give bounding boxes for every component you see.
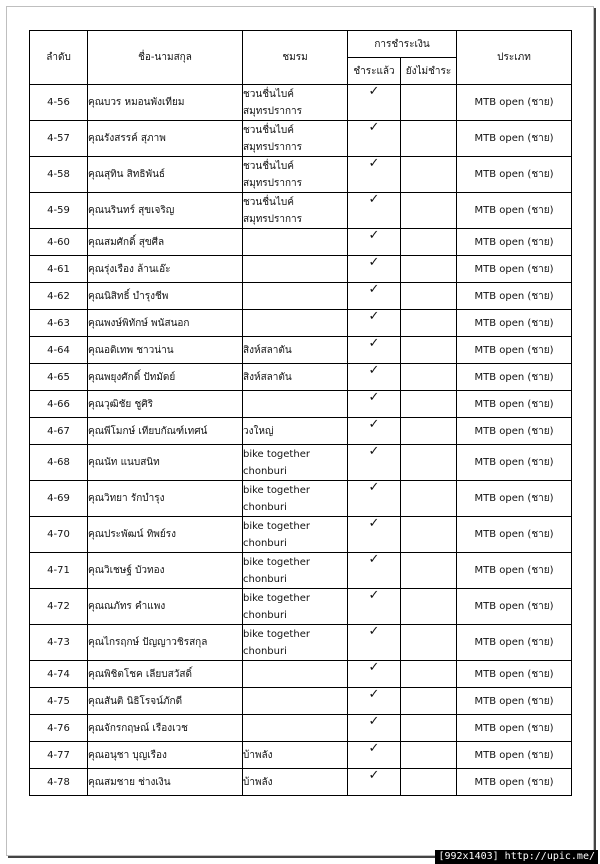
watermark: [992x1403] http://upic.me/ (435, 850, 598, 864)
row-paid-check (348, 310, 401, 337)
row-name: คุณรังสรรค์ สุภาพ (88, 121, 243, 157)
table-row (30, 85, 572, 121)
club-line: chonburi (243, 645, 287, 657)
row-paid-check (348, 229, 401, 256)
check-mark-icon: ✓ (368, 156, 380, 171)
row-seq: 4-59 (30, 193, 88, 229)
row-seq: 4-76 (30, 715, 88, 742)
row-paid-check (348, 283, 401, 310)
table-row (30, 256, 572, 283)
row-name: คุณสมศักดิ์ สุขศีล (88, 229, 243, 256)
table-row (30, 229, 572, 256)
club-line: ชวนชื่นไบค์ (243, 88, 294, 100)
row-category: MTB open (ชาย) (457, 364, 572, 391)
row-name: คุณอนุชา บุญเรือง (88, 742, 243, 769)
row-name: คุณไกรฤกษ์ ปัญญาวชิรสกุล (88, 625, 243, 661)
row-club (243, 418, 348, 445)
row-category: MTB open (ชาย) (457, 157, 572, 193)
table-row (30, 688, 572, 715)
row-category: MTB open (ชาย) (457, 418, 572, 445)
row-unpaid (401, 742, 457, 769)
club-line: ชวนชื่นไบค์ (243, 196, 294, 208)
row-unpaid (401, 310, 457, 337)
row-seq: 4-77 (30, 742, 88, 769)
row-paid-check (348, 742, 401, 769)
row-paid-check (348, 364, 401, 391)
row-club (243, 121, 348, 157)
row-category: MTB open (ชาย) (457, 688, 572, 715)
table-row (30, 193, 572, 229)
header-club: ชมรม (243, 31, 348, 85)
row-seq: 4-57 (30, 121, 88, 157)
check-mark-icon: ✓ (368, 687, 380, 702)
row-name: คุณสุทิน สิทธิพันธ์ (88, 157, 243, 193)
table-row (30, 445, 572, 481)
club-line: สิงห์สลาตัน (243, 371, 292, 383)
check-mark-icon: ✓ (368, 588, 380, 603)
row-seq: 4-68 (30, 445, 88, 481)
row-paid-check (348, 193, 401, 229)
row-category: MTB open (ชาย) (457, 229, 572, 256)
row-club (243, 193, 348, 229)
club-line: สมุทรปราการ (243, 213, 303, 225)
row-unpaid (401, 715, 457, 742)
row-club (243, 256, 348, 283)
row-seq: 4-75 (30, 688, 88, 715)
row-unpaid (401, 589, 457, 625)
row-unpaid (401, 157, 457, 193)
row-seq: 4-63 (30, 310, 88, 337)
row-category: MTB open (ชาย) (457, 310, 572, 337)
row-name: คุณวิเชษฐ์ บัวทอง (88, 553, 243, 589)
row-category: MTB open (ชาย) (457, 337, 572, 364)
table-row (30, 769, 572, 796)
check-mark-icon: ✓ (368, 255, 380, 270)
row-paid-check (348, 589, 401, 625)
row-name: คุณสมชาย ช่างเงิน (88, 769, 243, 796)
row-seq: 4-65 (30, 364, 88, 391)
club-line: สมุทรปราการ (243, 105, 303, 117)
row-category: MTB open (ชาย) (457, 553, 572, 589)
row-category: MTB open (ชาย) (457, 742, 572, 769)
row-seq: 4-66 (30, 391, 88, 418)
row-name: คุณประพัฒน์ ทิพย์รง (88, 517, 243, 553)
row-category: MTB open (ชาย) (457, 121, 572, 157)
table-row (30, 283, 572, 310)
check-mark-icon: ✓ (368, 741, 380, 756)
row-unpaid (401, 688, 457, 715)
row-name: คุณบวร หมอนพังเทียม (88, 85, 243, 121)
row-category: MTB open (ชาย) (457, 625, 572, 661)
row-name: คุณสันติ นิธิโรจน์ภักดี (88, 688, 243, 715)
check-mark-icon: ✓ (368, 84, 380, 99)
row-unpaid (401, 193, 457, 229)
row-unpaid (401, 364, 457, 391)
registration-table (29, 30, 572, 796)
club-line: ชวนชื่นไบค์ (243, 124, 294, 136)
header-paid: ชำระแล้ว (348, 58, 401, 85)
row-unpaid (401, 445, 457, 481)
row-paid-check (348, 256, 401, 283)
check-mark-icon: ✓ (368, 417, 380, 432)
row-unpaid (401, 769, 457, 796)
row-club (243, 589, 348, 625)
table-row (30, 661, 572, 688)
club-line: วงใหญ่ (243, 425, 274, 437)
table-row (30, 742, 572, 769)
row-category: MTB open (ชาย) (457, 391, 572, 418)
check-mark-icon: ✓ (368, 444, 380, 459)
table-row (30, 481, 572, 517)
club-line: bike together (243, 448, 310, 460)
row-paid-check (348, 157, 401, 193)
row-seq: 4-78 (30, 769, 88, 796)
row-paid-check (348, 337, 401, 364)
row-club (243, 85, 348, 121)
row-paid-check (348, 625, 401, 661)
row-seq: 4-71 (30, 553, 88, 589)
table-row (30, 121, 572, 157)
row-paid-check (348, 517, 401, 553)
club-line: chonburi (243, 465, 287, 477)
row-seq: 4-70 (30, 517, 88, 553)
row-category: MTB open (ชาย) (457, 256, 572, 283)
row-paid-check (348, 661, 401, 688)
club-line: สมุทรปราการ (243, 177, 303, 189)
row-seq: 4-69 (30, 481, 88, 517)
row-name: คุณพีโมกษ์ เทียบกัณฑ์เทศน์ (88, 418, 243, 445)
row-unpaid (401, 256, 457, 283)
check-mark-icon: ✓ (368, 624, 380, 639)
row-name: คุณวิทยา รักบำรุง (88, 481, 243, 517)
row-seq: 4-67 (30, 418, 88, 445)
row-unpaid (401, 121, 457, 157)
club-line: chonburi (243, 609, 287, 621)
row-paid-check (348, 418, 401, 445)
table-row (30, 364, 572, 391)
row-club (243, 715, 348, 742)
row-name: คุณจักรกฤษณ์ เรืองเวช (88, 715, 243, 742)
row-seq: 4-60 (30, 229, 88, 256)
row-paid-check (348, 445, 401, 481)
row-unpaid (401, 391, 457, 418)
check-mark-icon: ✓ (368, 390, 380, 405)
row-category: MTB open (ชาย) (457, 85, 572, 121)
club-line: bike together (243, 556, 310, 568)
row-club (243, 688, 348, 715)
row-category: MTB open (ชาย) (457, 445, 572, 481)
row-category: MTB open (ชาย) (457, 769, 572, 796)
row-unpaid (401, 517, 457, 553)
check-mark-icon: ✓ (368, 282, 380, 297)
row-category: MTB open (ชาย) (457, 715, 572, 742)
check-mark-icon: ✓ (368, 714, 380, 729)
row-paid-check (348, 553, 401, 589)
row-club (243, 229, 348, 256)
row-club (243, 283, 348, 310)
row-name: คุณนรินทร์ สุขเจริญ (88, 193, 243, 229)
row-name: คุณนัท แนบสนิท (88, 445, 243, 481)
row-paid-check (348, 391, 401, 418)
row-club (243, 661, 348, 688)
row-seq: 4-62 (30, 283, 88, 310)
row-club (243, 337, 348, 364)
row-unpaid (401, 229, 457, 256)
header-category: ประเภท (457, 31, 572, 85)
row-category: MTB open (ชาย) (457, 283, 572, 310)
row-category: MTB open (ชาย) (457, 661, 572, 688)
row-seq: 4-73 (30, 625, 88, 661)
row-club (243, 157, 348, 193)
check-mark-icon: ✓ (368, 768, 380, 783)
header-seq: ลำดับ (30, 31, 88, 85)
check-mark-icon: ✓ (368, 516, 380, 531)
row-name: คุณพยุงศักดิ์ ปัทมัดย์ (88, 364, 243, 391)
table-row (30, 589, 572, 625)
table-row (30, 310, 572, 337)
row-unpaid (401, 553, 457, 589)
row-paid-check (348, 769, 401, 796)
row-name: คุณวุฒิชัย ชูศิริ (88, 391, 243, 418)
club-line: bike together (243, 520, 310, 532)
row-club (243, 742, 348, 769)
check-mark-icon: ✓ (368, 192, 380, 207)
row-seq: 4-61 (30, 256, 88, 283)
row-club (243, 364, 348, 391)
table-row (30, 553, 572, 589)
club-line: bike together (243, 484, 310, 496)
table-row (30, 157, 572, 193)
check-mark-icon: ✓ (368, 363, 380, 378)
club-line: chonburi (243, 501, 287, 513)
club-line: bike together (243, 592, 310, 604)
table-row (30, 391, 572, 418)
row-unpaid (401, 481, 457, 517)
row-seq: 4-72 (30, 589, 88, 625)
check-mark-icon: ✓ (368, 336, 380, 351)
row-paid-check (348, 121, 401, 157)
club-line: ชวนชื่นไบค์ (243, 160, 294, 172)
header-payment: การชำระเงิน (348, 31, 457, 58)
check-mark-icon: ✓ (368, 228, 380, 243)
row-seq: 4-74 (30, 661, 88, 688)
row-seq: 4-58 (30, 157, 88, 193)
row-paid-check (348, 85, 401, 121)
header-name: ชื่อ-นามสกุล (88, 31, 243, 85)
table-row (30, 625, 572, 661)
row-paid-check (348, 688, 401, 715)
row-unpaid (401, 85, 457, 121)
row-unpaid (401, 661, 457, 688)
table-row (30, 715, 572, 742)
row-paid-check (348, 715, 401, 742)
row-name: คุณนิสิทธิ์ บำรุงชีพ (88, 283, 243, 310)
row-name: คุณรุ่งเรือง ล้านเอ๊ะ (88, 256, 243, 283)
check-mark-icon: ✓ (368, 309, 380, 324)
row-club (243, 481, 348, 517)
row-seq: 4-64 (30, 337, 88, 364)
row-club (243, 553, 348, 589)
table-row (30, 418, 572, 445)
club-line: บ้าพลัง (243, 749, 273, 761)
club-line: chonburi (243, 537, 287, 549)
row-seq: 4-56 (30, 85, 88, 121)
row-unpaid (401, 418, 457, 445)
row-name: คุณอดิเทพ ชาวน่าน (88, 337, 243, 364)
row-club (243, 625, 348, 661)
club-line: บ้าพลัง (243, 776, 273, 788)
row-paid-check (348, 481, 401, 517)
row-unpaid (401, 625, 457, 661)
row-name: คุณพิชิตโชค เลียบสวัสดิ์ (88, 661, 243, 688)
table-row (30, 517, 572, 553)
row-unpaid (401, 283, 457, 310)
check-mark-icon: ✓ (368, 120, 380, 135)
row-club (243, 391, 348, 418)
club-line: bike together (243, 628, 310, 640)
row-category: MTB open (ชาย) (457, 481, 572, 517)
row-club (243, 310, 348, 337)
check-mark-icon: ✓ (368, 552, 380, 567)
club-line: สิงห์สลาตัน (243, 344, 292, 356)
club-line: chonburi (243, 573, 287, 585)
row-category: MTB open (ชาย) (457, 589, 572, 625)
row-club (243, 517, 348, 553)
row-category: MTB open (ชาย) (457, 193, 572, 229)
club-line: สมุทรปราการ (243, 141, 303, 153)
check-mark-icon: ✓ (368, 480, 380, 495)
row-club (243, 445, 348, 481)
row-name: คุณพงษ์พิทักษ์ พนัสนอก (88, 310, 243, 337)
check-mark-icon: ✓ (368, 660, 380, 675)
row-club (243, 769, 348, 796)
row-name: คุณณภัทร คำแพง (88, 589, 243, 625)
table-row (30, 337, 572, 364)
header-unpaid: ยังไม่ชำระ (401, 58, 457, 85)
row-unpaid (401, 337, 457, 364)
row-category: MTB open (ชาย) (457, 517, 572, 553)
